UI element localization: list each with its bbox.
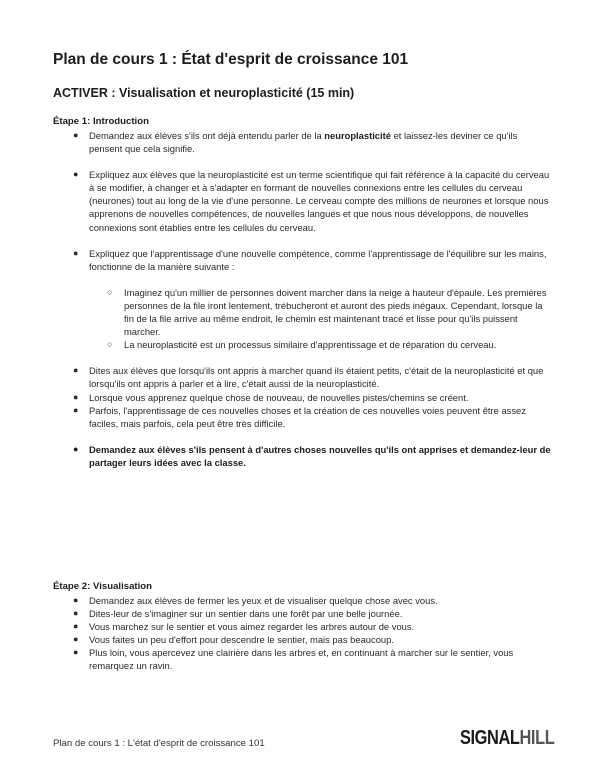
section-subtitle: ACTIVER : Visualisation et neuroplasticité (15 min): [53, 86, 355, 100]
item-text: Expliquez que l'apprentissage d'une nouvelle compétence, comme l'apprentissage de l'équilibre sur les mains, fonctionne de la manière suivante :: [89, 247, 547, 272]
signal-hill-logo: [460, 727, 554, 750]
item-text: Dites aux élèves que lorsqu'ils ont appris à marcher quand ils étaient petits, c'était de la neuroplasticité et que lorsqu'ils ont appris à parler et à lire, c'était aussi de la neuroplasticité.: [89, 365, 544, 390]
list-item: [53, 404, 553, 430]
list-item: [53, 620, 553, 633]
bullet-icon: ●: [73, 365, 79, 376]
bullet-icon: ●: [73, 621, 79, 632]
keyword: neuroplasticité: [324, 130, 391, 141]
list-item: [53, 633, 553, 646]
list-item: [53, 168, 553, 233]
list-item: [53, 364, 553, 390]
item-text: Vous marchez sur le sentier et vous aimez regarder les arbres autour de vous.: [89, 621, 415, 633]
page-footer: Plan de cours 1 : L'état d'esprit de croissance 101: [53, 738, 265, 749]
bullet-icon: ●: [73, 404, 79, 415]
list-item: [53, 391, 553, 404]
item-text: Demandez aux élèves s'ils ont déjà entendu parler de la: [89, 130, 325, 141]
item-text: Expliquez aux élèves que la neuroplasticité est un terme scientifique qui fait référence à la capacité du cerveau à se modifier, à changer et à s'adapter en formant de nouvelles connexions entre les cellules du cerveau (neurones) tout au long de la vie d'une personne. Le cerveau compte des millions de neurones et lorsque nous apprenons de nouvelles compétences, de nouvelles langues et que nous nous développons, de nouvelles connexions sont établies entre les cellules du cerveau.: [89, 169, 550, 233]
lesson-title: Plan de cours 1 : État d'esprit de croissance 101: [53, 51, 409, 68]
step1-list: [53, 129, 553, 469]
bullet-icon: ●: [73, 608, 79, 619]
bullet-icon: ●: [73, 247, 79, 258]
bullet-icon: ●: [73, 391, 79, 402]
bullet-icon: ●: [73, 647, 79, 658]
item-text: Plus loin, vous apercevez une clairière dans les arbres et, en continuant à marcher sur le sentier, vous remarquez un ravin.: [89, 647, 514, 672]
item-text: Dites-leur de s'imaginer sur un sentier dans une forêt par une belle journée.: [89, 608, 403, 620]
bullet-icon: ●: [73, 130, 79, 140]
logo-part-signal: SIGNAL: [460, 727, 520, 749]
step2-list: [53, 594, 553, 673]
bullet-icon: ●: [73, 634, 79, 645]
item-text: La neuroplasticité est un processus similaire d'apprentissage et de réparation du cerveau.: [124, 339, 497, 351]
item-text: Parfois, l'apprentissage de ces nouvelles choses et la création de ces nouvelles voies peuvent être assez faciles, mais parfois, cela peut être très difficile.: [89, 404, 526, 429]
circle-bullet-icon: ○: [107, 339, 113, 350]
item-text: Vous faites un peu d'effort pour descendre le sentier, mais pas beaucoup.: [89, 634, 394, 646]
circle-bullet-icon: ○: [107, 286, 113, 297]
list-item: [53, 594, 553, 607]
sub-list-item: [53, 286, 553, 338]
logo-part-hill: HILL: [519, 727, 555, 749]
list-item: [53, 129, 553, 155]
item-text: Demandez aux élèves de fermer les yeux et de visualiser quelque chose avec vous.: [89, 595, 438, 606]
bullet-icon: ●: [73, 443, 79, 454]
list-item: [53, 247, 553, 273]
item-text: et laissez-les deviner ce qu'ils pensent que cela signifie.: [89, 130, 518, 155]
sub-list-item: [53, 338, 553, 351]
list-item: [53, 607, 553, 620]
item-text: Demandez aux élèves s'ils pensent à d'autres choses nouvelles qu'ils ont apprises et demandez-leur de partager leurs idées avec la classe.: [89, 443, 551, 468]
step2-heading: Étape 2: Visualisation: [53, 581, 152, 592]
list-item: [53, 443, 553, 469]
step1-heading: Étape 1: Introduction: [53, 116, 149, 127]
item-text: Lorsque vous apprenez quelque chose de nouveau, de nouvelles pistes/chemins se créent.: [89, 391, 469, 403]
bullet-icon: ●: [73, 169, 79, 180]
list-item: [53, 646, 553, 672]
item-text: Imaginez qu'un millier de personnes doivent marcher dans la neige à hauteur d'épaule. Les premières personnes de la file iront lentement, trébucheront et auront des pieds inégaux. Cependant, lorsque la fin de la file arrive au même endroit, le chemin est maintenant tracé et lisse pour qu'ils puissent marcher.: [124, 286, 547, 338]
bullet-icon: ●: [73, 595, 79, 605]
